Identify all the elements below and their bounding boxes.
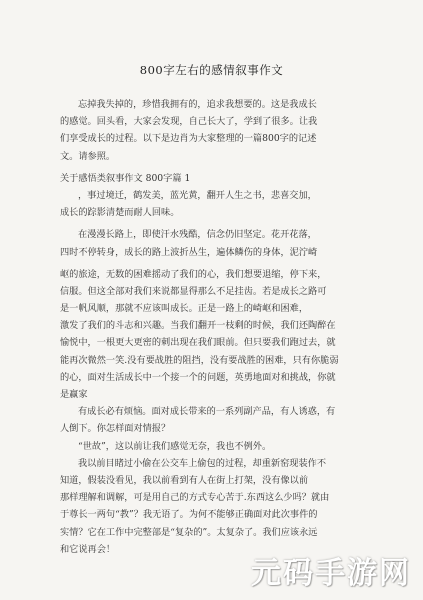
text-line: 有成长必有烦恼。面对成长带来的一系列副产品，有人诱惑，有 <box>78 406 336 418</box>
text-line: 成长的踪影清楚而耐人回味。 <box>60 207 180 219</box>
text-line: ，事过境迁，鹤发美，蓝光黄，翻开人生之书，悲喜交加， <box>78 189 317 201</box>
text-line: 于尊长一两句“教”？我无语了。为何不能够正确面对此次事件的 <box>60 509 318 521</box>
text-line: 那样理解和调解，可是用自己的方式专心苦于.东西这么少吗？就由 <box>60 492 330 504</box>
text-line: 是赢家 <box>60 389 88 400</box>
text-line: 信服。但这全部对我们来说都显得那么不足挂齿。若是成长之路可 <box>60 285 327 297</box>
text-line: 知道，假装没看见，我以前看到有人在街上打架，没有像以前 <box>60 474 309 486</box>
text-line: 和它说再会！ <box>60 543 116 555</box>
text-line: 忘掉我失掉的，珍惜我拥有的，追求我想要的。这是我成长 <box>78 99 317 110</box>
text-line: “世故”，这以前让我们感觉无奈，我也不例外。 <box>78 440 272 452</box>
text-line: 岖的旅途，无数的困难摇动了我们的心，我们想要退缩，停下来， <box>60 268 327 280</box>
document-title: 800字左右的感情叙事作文 <box>139 63 284 77</box>
text-line: 在漫漫长路上，即使汗水残酷，信念仍旧坚定。花开花落， <box>78 229 317 241</box>
text-line: 们享受成长的过程。以下是边肖为大家整理的一篇800字的记述 <box>60 133 317 145</box>
text-line: 我以前目睹过小偷在公交车上偷包的过程，却重新窑现装作不 <box>78 457 327 469</box>
text-line: 是一帆风顺，那就不应该叫成长。正是一路上的崎岖和困难， <box>60 303 309 315</box>
document-body <box>60 96 380 558</box>
text-line: 实情？它在工作中完整部是“复杂的”。太复杂了。我们应该永远 <box>60 526 318 538</box>
text-line: 愉悦中，一根更大更密的刺出现在我们眼前。但只要我们跑过去，就 <box>60 337 336 349</box>
text-line: 人倒下。你怎样面对情报？ <box>60 423 171 435</box>
text-line: 能再次微然一笑.没有要战胜的阻挡，没有要战胜的困难，只有你脆弱 <box>60 354 339 366</box>
text-line: 四时不停转身，成长的路上波折丛生，遍体鳞伤的身体，泥泞崎 <box>60 246 318 258</box>
text-line: 激发了我们的斗志和兴趣。当我们翻开一枝剩的时候，我们还陶醉在 <box>60 320 336 332</box>
watermark: 元码手游网 <box>251 556 411 591</box>
text-line: 关于感悟类叙事作文 800字篇 1 <box>60 172 191 184</box>
text-line: 的心，面对生活成长中一个接一个的问题，英勇地面对和挑战，你就 <box>60 371 336 383</box>
text-line: 文。请参照。 <box>60 150 116 162</box>
text-line: 的感觉。回头看，大家会发现，自己长大了，学到了很多。让我 <box>60 116 318 128</box>
